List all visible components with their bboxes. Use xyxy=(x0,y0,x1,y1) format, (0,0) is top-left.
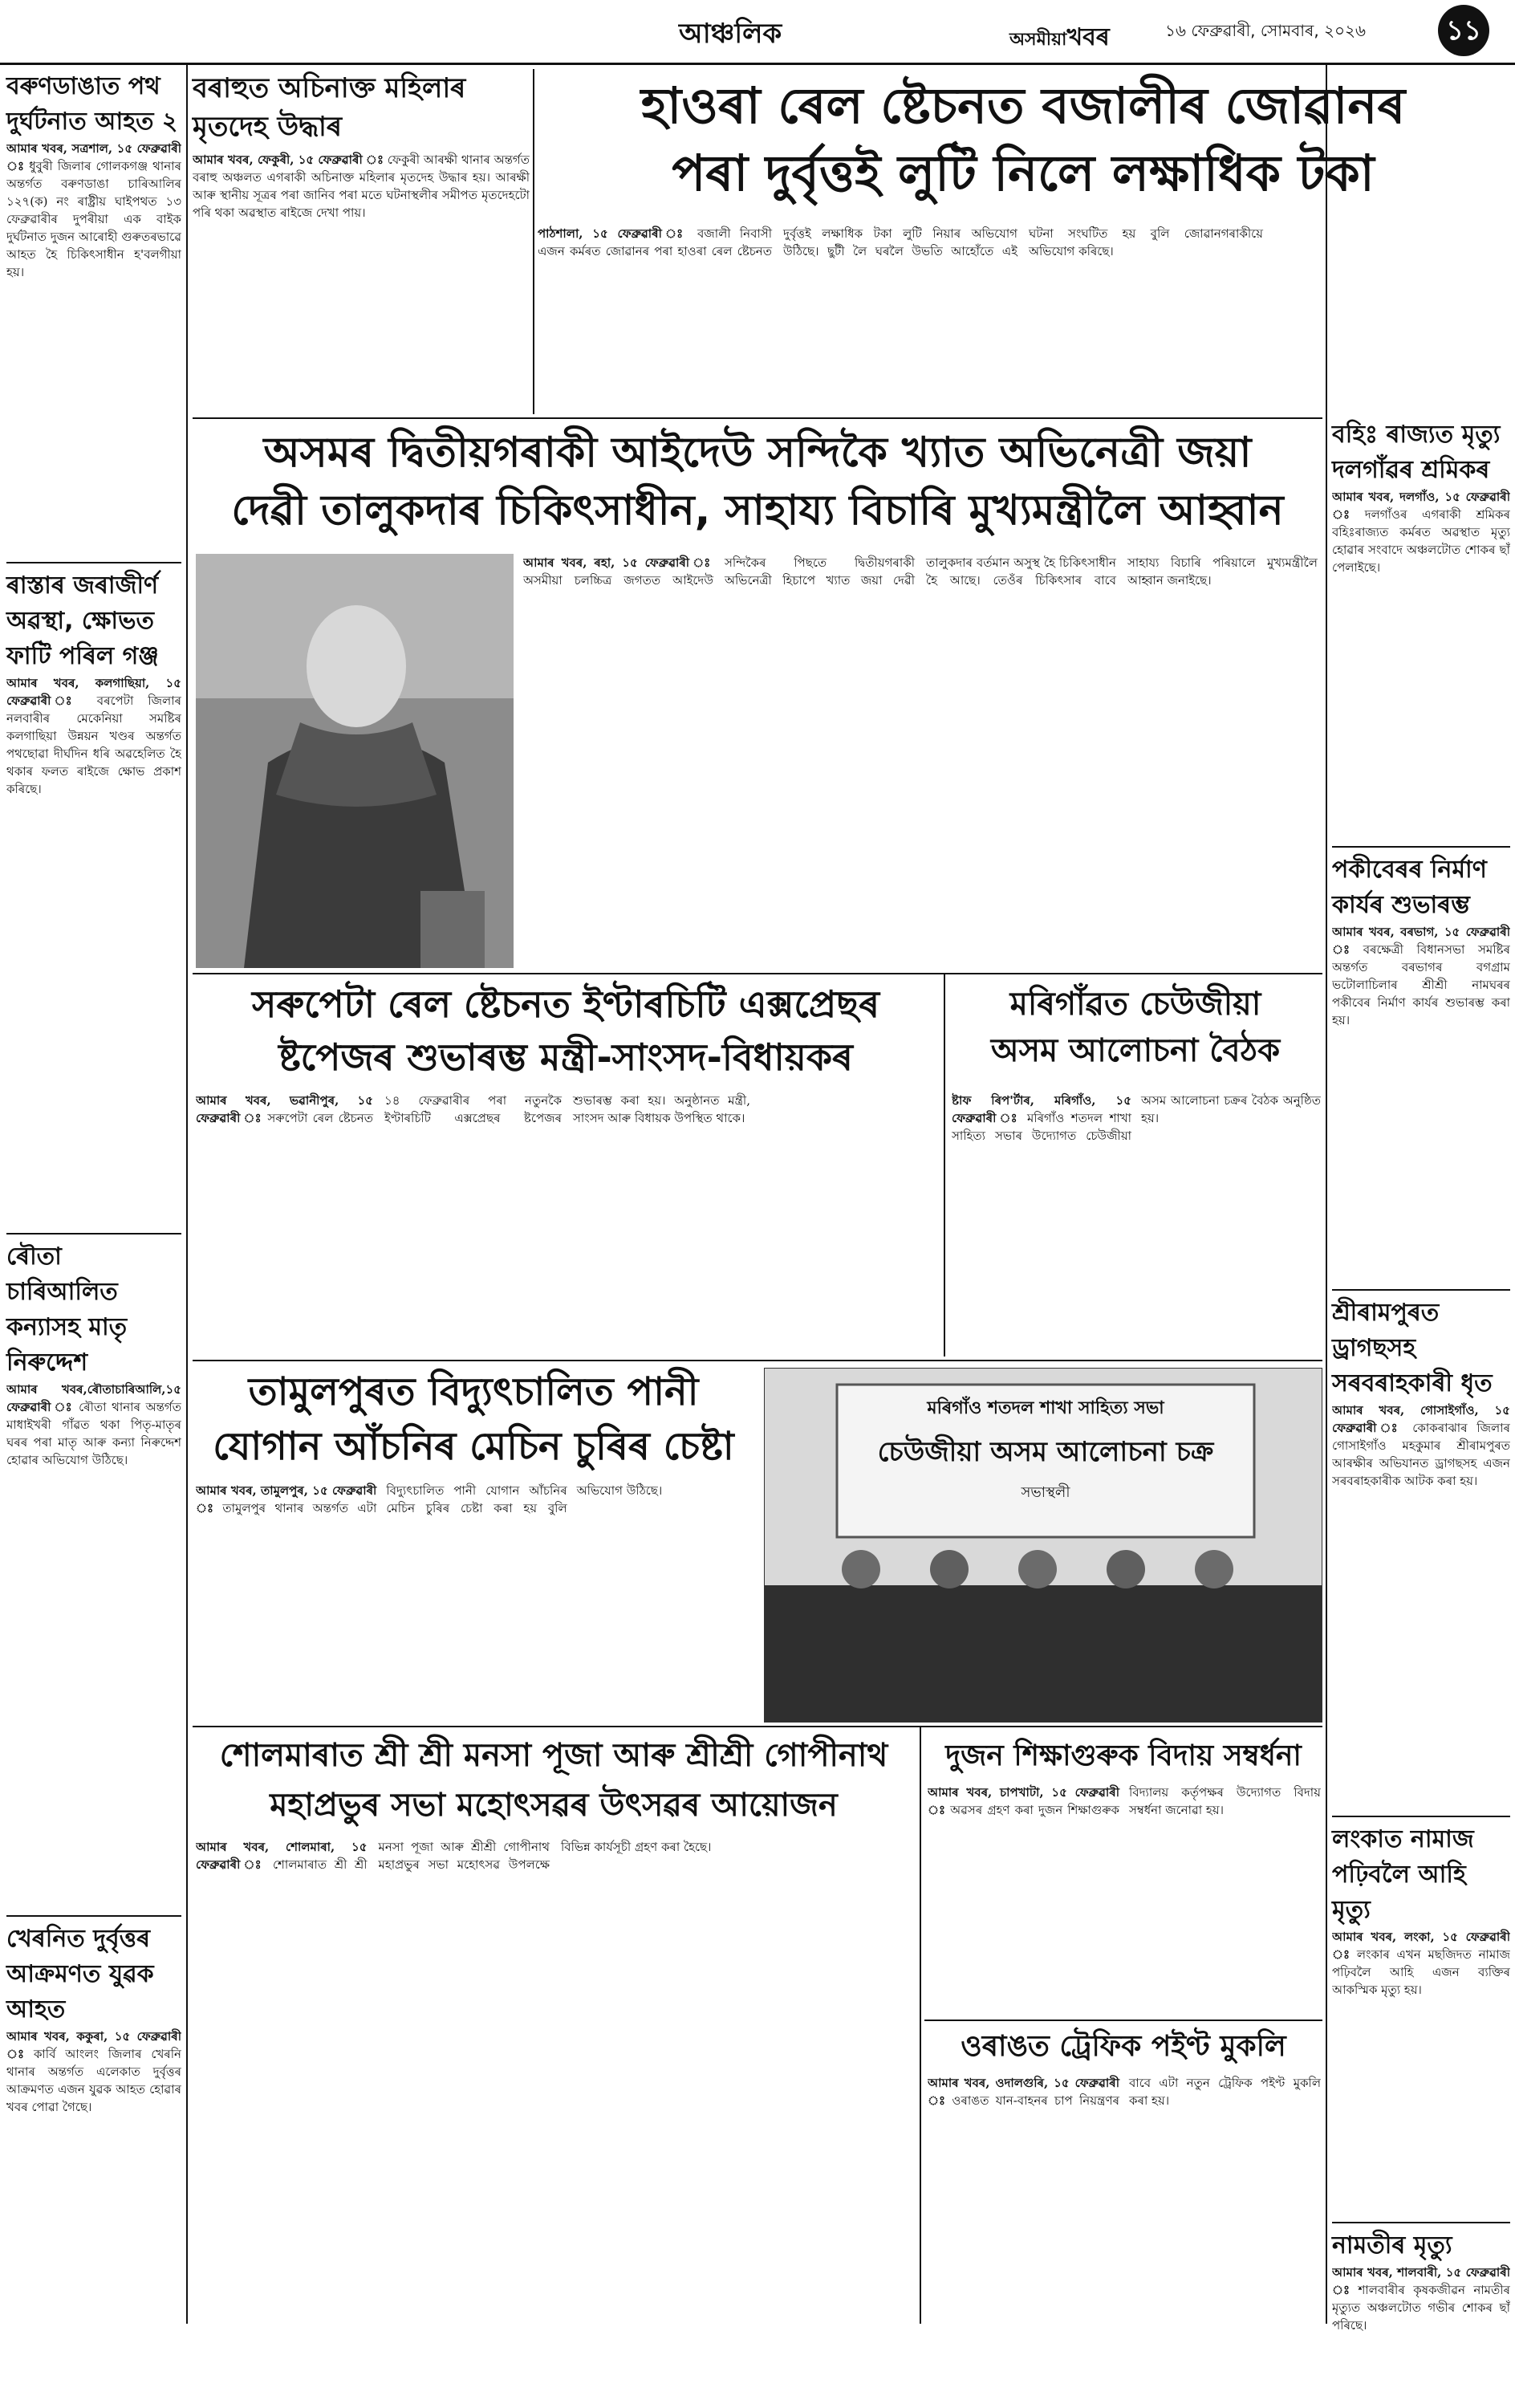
actress-headline-line1: অসমৰ দ্বিতীয়গৰাকী আইদেউ সন্দিকৈ খ্যাত অভিনেত্ৰী জয়া xyxy=(263,429,1252,477)
traffic-headline: ওৰাঙত ট্ৰেফিক পইণ্ট মুকলি xyxy=(961,2030,1286,2063)
story-divider xyxy=(6,562,181,563)
dateline: ষ্টাফ ৰিপ'ৰ্টাৰ, মৰিগাঁও, ১৫ ফেব্ৰুৱাৰী ঃ xyxy=(952,1093,1131,1125)
story-text: ৰৌতা থানাৰ অন্তৰ্গত মাধাইখৰী গাঁৱত থকা পিতৃ-মাতৃৰ ঘৰৰ পৰা মাতৃ আৰু কন্যা নিৰুদ্দেশ হোৱাৰ অভিযোগ উঠিছে। xyxy=(6,1400,181,1467)
story-body xyxy=(6,140,181,557)
banner-line2: চেউজীয়া অসম আলোচনা চক্ৰ xyxy=(877,1436,1214,1468)
dateline: আমাৰ খবৰ, ৰহা, ১৫ ফেব্ৰুৱাৰী ঃ xyxy=(523,555,713,570)
dateline: আমাৰ খবৰ, ফেকুৰী, ১৫ ফেব্ৰুৱাৰী ঃ xyxy=(193,153,384,167)
story-text: কাৰ্বি আংলং জিলাৰ খেৰনি থানাৰ অন্তৰ্গত এলেকাত দুৰ্বৃত্তৰ আক্ৰমণত এজন যুৱক আহত হোৱাৰ খবৰ পোৱা গৈছে। xyxy=(6,2047,181,2114)
teachers-story xyxy=(924,1735,1322,1777)
dateline: আমাৰ খবৰ, বৰভাগ, ১৫ ফেব্ৰুৱাৰী ঃ xyxy=(1332,925,1510,957)
dateline: আমাৰ খবৰ, লংকা, ১৫ ফেব্ৰুৱাৰী ঃ xyxy=(1332,1930,1510,1962)
right-column xyxy=(1332,417,1510,2408)
section-rule xyxy=(193,973,1322,974)
intercity-story xyxy=(193,978,939,1084)
story-text: সৰুপেটা ৰেল ষ্টেচনত ১৪ ফেব্ৰুৱাৰীৰ পৰা নতুনকৈ ইণ্টাৰচিটি এক্সপ্ৰেছৰ ষ্টপেজৰ শুভাৰম্ভ কৰা হয়। অনুষ্ঠানত মন্ত্ৰী, সাংসদ আৰু বিধায়ক উপস্থিত থাকে। xyxy=(267,1093,750,1125)
dateline: আমাৰ খবৰ, শালবাৰী, ১৫ ফেব্ৰুৱাৰী ঃ xyxy=(1332,2265,1510,2297)
story-body xyxy=(1332,2264,1510,2408)
story-text: ওৰাঙত যান-বাহনৰ চাপ নিয়ন্ত্ৰণৰ বাবে এটা নতুন ট্ৰেফিক পইণ্ট মুকলি কৰা হয়। xyxy=(952,2076,1321,2108)
tamulpur-headline-line1: তামুলপুৰত বিদ্যুৎচালিত পানী xyxy=(248,1369,699,1414)
actress-story xyxy=(193,424,1322,539)
intercity-headline-line2: ষ্টপেজৰ শুভাৰম্ভ মন্ত্ৰী-সাংসদ-বিধায়কৰ xyxy=(278,1035,853,1079)
story-title: লংকাত নামাজ পঢ়িবলৈ আহি মৃত্যু xyxy=(1332,1825,1474,1924)
section-rule xyxy=(193,417,1322,419)
lead-body xyxy=(538,225,1509,414)
dateline: পাঠশালা, ১৫ ফেব্ৰুৱাৰী ঃ xyxy=(538,226,688,241)
story-title: পকীবেৰৰ নিৰ্মাণ কাৰ্যৰ শুভাৰম্ভ xyxy=(1332,856,1487,919)
lead-headline-line1: হাওৰা ৰেল ষ্টেচনত বজালীৰ জোৱানৰ xyxy=(640,76,1406,135)
story-title: শ্ৰীৰামপুৰত ড্ৰাগছসহ সৰবৰাহকাৰী ধৃত xyxy=(1332,1299,1493,1397)
story-divider xyxy=(1332,1289,1510,1291)
story-title: বৰাহুত অচিনাক্ত মহিলাৰ মৃতদেহ উদ্ধাৰ xyxy=(193,72,466,143)
story-body xyxy=(6,1381,181,1910)
story-body xyxy=(1332,923,1510,1284)
story-title: ৰৌতা চাৰিআলিত কন্যাসহ মাতৃ নিৰুদ্দেশ xyxy=(6,1243,128,1377)
morigaon-headline-line2: অসম আলোচনা বৈঠক xyxy=(990,1032,1281,1069)
tamulpur-headline-line2: যোগান আঁচনিৰ মেচিন চুৰিৰ চেষ্টা xyxy=(213,1424,734,1469)
dateline: আমাৰ খবৰ, ওদালগুৰি, ১৫ ফেব্ৰুৱাৰী ঃ xyxy=(928,2076,1119,2108)
barahu-story xyxy=(193,69,530,411)
story-text: শালবাৰীৰ কৃষকজীৱন নামতীৰ মৃত্যুত অঞ্চলটোত গভীৰ শোকৰ ছাঁ পৰিছে। xyxy=(1332,2283,1510,2333)
column-rule xyxy=(533,69,534,414)
dateline: আমাৰ খবৰ, চাপখাটা, ১৫ ফেব্ৰুৱাৰী ঃ xyxy=(928,1785,1119,1817)
actress-headline-line2: দেৱী তালুকদাৰ চিকিৎসাধীন, সাহায্য বিচাৰি মুখ্যমন্ত্ৰীলৈ আহ্বান xyxy=(231,486,1284,535)
dateline: আমাৰ খবৰ, ককুৰা, ১৫ ফেব্ৰুৱাৰী ঃ xyxy=(6,2029,181,2061)
story-divider xyxy=(1332,1816,1510,1817)
dateline: আমাৰ খবৰ, শোলমাৰা, ১৫ ফেব্ৰুৱাৰী ঃ xyxy=(196,1840,368,1872)
intercity-body xyxy=(196,1092,939,1357)
story-title: বহিঃ ৰাজ্যত মৃত্যু দলগাঁৱৰ শ্ৰমিকৰ xyxy=(1332,421,1501,484)
section-title: আঞ্চলিক xyxy=(679,18,782,50)
story-body xyxy=(6,674,181,1228)
story-text: কোকৰাঝাৰ জিলাৰ গোসাইগাঁও মহকুমাৰ শ্ৰীৰামপুৰত আৰক্ষীৰ অভিযানত ড্ৰাগছসহ এজন সৰবৰাহকাৰীক আটক কৰা হয়। xyxy=(1332,1421,1510,1488)
page-header xyxy=(0,0,1515,65)
traffic-body xyxy=(928,2074,1321,2320)
story-body xyxy=(193,151,530,411)
story-text: তামুলপুৰ থানাৰ অন্তৰ্গত এটা বিদ্যুৎচালিত পানী যোগান আঁচনিৰ মেচিন চুৰিৰ চেষ্টা কৰা হয় বুলি অভিযোগ উঠিছে। xyxy=(222,1483,663,1515)
story-text: শোলমাৰাত শ্ৰী শ্ৰী মনসা পূজা আৰু শ্ৰীশ্ৰী গোপীনাথ মহাপ্ৰভুৰ সভা মহোৎসৱ উপলক্ষে বিভিন্ন কাৰ্যসূচী গ্ৰহণ কৰা হৈছে। xyxy=(272,1840,712,1872)
story-text: মৰিগাঁও শতদল শাখা সাহিত্য সভাৰ উদ্যোগত চেউজীয়া অসম আলোচনা চক্ৰৰ বৈঠক অনুষ্ঠিত হয়। xyxy=(952,1093,1321,1143)
masthead-main: খবৰ xyxy=(1066,23,1110,51)
story-text: অৱসৰ গ্ৰহণ কৰা দুজন শিক্ষাগুৰুক বিদ্যালয় কৰ্তৃপক্ষৰ উদ্যোগত বিদায় সম্বৰ্ধনা জনোৱা হয়। xyxy=(950,1785,1321,1817)
dateline: আমাৰ খবৰ, দলগাঁও, ১৫ ফেব্ৰুৱাৰী ঃ xyxy=(1332,490,1510,522)
portrait-illustration xyxy=(196,554,514,968)
dateline: আমাৰ খবৰ, তামুলপুৰ, ১৫ ফেব্ৰুৱাৰী ঃ xyxy=(196,1483,377,1515)
story-body xyxy=(1332,1928,1510,2217)
story-body xyxy=(1332,488,1510,841)
dateline: আমাৰ খবৰ, ভৱানীপুৰ, ১৫ ফেব্ৰুৱাৰী ঃ xyxy=(196,1093,373,1125)
column-rule xyxy=(186,64,188,2324)
story-text: অসমীয়া চলচ্চিত্ৰ জগতত আইদেউ সন্দিকৈৰ পিছতে দ্বিতীয়গৰাকী অভিনেত্ৰী হিচাপে খ্যাত জয়া দেৱী তালুকদাৰ বৰ্তমান অসুস্থ হৈ চিকিৎসাধীন হৈ আছে। তেওঁৰ চিকিৎসাৰ বাবে সাহায্য বিচাৰি পৰিয়ালে মুখ্যমন্ত্ৰীলৈ আহ্বান জনাইছে। xyxy=(523,555,1318,588)
story-text: দলগাঁওৰ এগৰাকী শ্ৰমিকৰ বহিঃৰাজ্যত কৰ্মৰত অৱস্থাত মৃত্যু হোৱাৰ সংবাদে অঞ্চলটোত শোকৰ ছাঁ পেলাইছে। xyxy=(1332,507,1510,575)
story-divider xyxy=(924,2020,1322,2021)
section-rule xyxy=(193,1360,1322,1361)
morigaon-story xyxy=(948,981,1322,1074)
mela-headline-line2: মহাপ্ৰভুৰ সভা মহোৎসৱৰ উৎসৱৰ আয়োজন xyxy=(270,1787,838,1824)
story-divider xyxy=(1332,846,1510,848)
masthead-prefix: অসমীয়া xyxy=(1009,30,1067,50)
teachers-body xyxy=(928,1784,1321,2016)
morigaon-headline-line1: মৰিগাঁৱত চেউজীয়া xyxy=(1009,986,1261,1023)
story-text: লংকাৰ এখন মছজিদত নামাজ পঢ়িবলৈ আহি এজন ব্যক্তিৰ আকস্মিক মৃত্যু হয়। xyxy=(1332,1947,1510,1997)
lead-headline-line2: পৰা দুৰ্বৃত্তই লুটি নিলে লক্ষাধিক টকা xyxy=(672,144,1375,202)
lead-story xyxy=(538,72,1509,207)
story-text: ফেকুৰী আৰক্ষী থানাৰ অন্তৰ্গত বৰাহু অঞ্চলত এগৰাকী অচিনাক্ত মহিলাৰ মৃতদেহ উদ্ধাৰ হয়। আৰক্ষী আৰু স্থানীয় সূত্ৰৰ পৰা জানিব পৰা মতে ঘটনাস্থলীৰ সমীপত মৃতদেহটো পৰি থকা অৱস্থাত ৰাইজে দেখা পায়। xyxy=(193,153,530,220)
dateline: আমাৰ খবৰ, সত্ৰশাল, ১৫ ফেব্ৰুৱাৰী ঃ xyxy=(6,141,181,173)
story-title: বৰুণডাঙাত পথ দুৰ্ঘটনাত আহত ২ xyxy=(6,72,178,136)
story-divider xyxy=(6,1915,181,1917)
story-title: খেৰনিত দুৰ্বৃত্তৰ আক্ৰমণত যুৱক আহত xyxy=(6,1925,154,2024)
teachers-headline: দুজন শিক্ষাগুৰুক বিদায় সম্বৰ্ধনা xyxy=(945,1739,1302,1772)
intercity-headline-line1: সৰুপেটা ৰেল ষ্টেচনত ইণ্টাৰচিটি এক্সপ্ৰেছৰ xyxy=(252,982,879,1026)
story-body xyxy=(1332,1401,1510,1811)
story-text: বৰপেটা জিলাৰ নলবাৰীৰ মেকেনিয়া সমষ্টিৰ কলগাছিয়া উন্নয়ন খণ্ডৰ অন্তৰ্গত পথছোৱা দীৰ্ঘদিন ধৰি অৱহেলিত হৈ থকাৰ ফলত ৰাইজে ক্ষোভ প্ৰকাশ কৰিছে। xyxy=(6,694,181,796)
story-title: নামতীৰ মৃত্যু xyxy=(1332,2231,1452,2260)
page-number: ১১ xyxy=(1438,5,1489,56)
mela-headline-line1: শোলমাৰাত শ্ৰী শ্ৰী মনসা পূজা আৰু শ্ৰীশ্ৰী গোপীনাথ xyxy=(219,1737,888,1774)
column-rule xyxy=(920,1726,921,2324)
banner-line3: সভাস্থলী xyxy=(1021,1484,1070,1501)
traffic-story xyxy=(924,2026,1322,2068)
actress-photo xyxy=(196,554,514,968)
morigaon-body xyxy=(952,1092,1321,1352)
story-divider xyxy=(1332,2222,1510,2223)
story-text: ধুবুৰী জিলাৰ গোলকগঞ্জ থানাৰ অন্তৰ্গত বৰুণডাঙা চাৰিআলিৰ ১২৭(ক) নং ৰাষ্ট্ৰীয় ঘাইপথত ১৩ ফেব্ৰুৱাৰীৰ দুপৰীয়া এক বাইক দুৰ্ঘটনাত দুজন আৰোহী গুৰুতৰভাৱে আহত হৈ চিকিৎসাধীন হ'বলগীয়া হয়। xyxy=(6,159,181,279)
left-column xyxy=(6,69,181,2405)
banner-line1: মৰিগাঁও শতদল শাখা সাহিত্য সভা xyxy=(927,1398,1164,1418)
actress-body xyxy=(523,554,1318,968)
tamulpur-story xyxy=(193,1365,754,1474)
dateline: আমাৰ খবৰ, গোসাইগাঁও, ১৫ ফেব্ৰুৱাৰী ঃ xyxy=(1332,1403,1510,1435)
tamulpur-body xyxy=(196,1482,758,1719)
issue-date: ১৬ ফেব্ৰুৱাৰী, সোমবাৰ, ২০২৬ xyxy=(1165,21,1367,40)
story-title: ৰাস্তাৰ জৰাজীৰ্ণ অৱস্থা, ক্ষোভত ফাটি পৰিল গঞ্জ xyxy=(6,571,159,670)
column-rule xyxy=(944,973,945,1357)
mela-story xyxy=(193,1731,915,1830)
dateline: আমাৰ খবৰ, কলগাছিয়া, ১৫ ফেব্ৰুৱাৰী ঃ xyxy=(6,676,181,708)
dateline: আমাৰ খবৰ,ৰৌতাচাৰিআলি,১৫ ফেব্ৰুৱাৰী ঃ xyxy=(6,1382,181,1414)
section-rule xyxy=(193,1726,1322,1727)
story-text: বৰক্ষেত্ৰী বিধানসভা সমষ্টিৰ অন্তৰ্গত বৰভাগৰ বগগ্ৰাম ভটোলাচিলাৰ শ্ৰীশ্ৰী নামঘৰৰ পকীবেৰ নিৰ্মাণ কাৰ্যৰ শুভাৰম্ভ কৰা হয়। xyxy=(1332,942,1510,1027)
story-body xyxy=(6,2028,181,2405)
masthead xyxy=(1009,18,1110,59)
mela-body xyxy=(196,1838,915,2320)
story-divider xyxy=(6,1233,181,1235)
meeting-photo xyxy=(764,1368,1322,1723)
story-text: বজালী নিবাসী এজন কৰ্মৰত জোৱানৰ পৰা হাওৰা ৰেল ষ্টেচনত দুৰ্বৃত্তই লক্ষাধিক টকা লুটি নিয়াৰ অভিযোগ উঠিছে। ছুটী লৈ ঘৰলৈ উভতি আহোঁতে এই ঘটনা সংঘটিত হয় বুলি জোৱানগৰাকীয়ে অভিযোগ কৰিছে। xyxy=(538,226,1263,258)
